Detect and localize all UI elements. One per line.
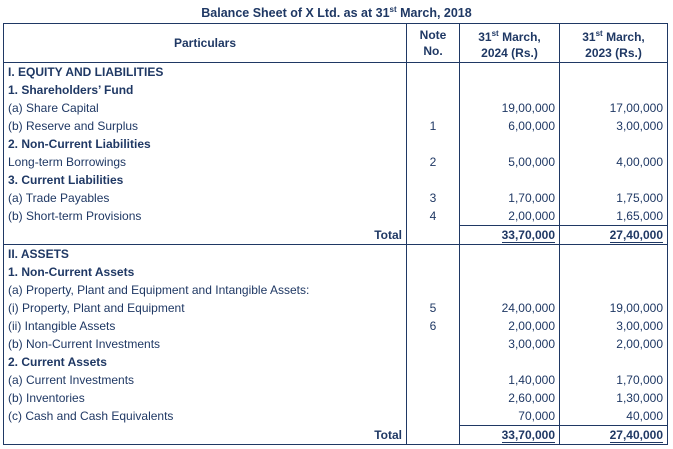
row-2024 xyxy=(460,135,560,153)
row-2024: 1,40,000 xyxy=(460,371,560,389)
row-note xyxy=(407,389,460,407)
row-2024 xyxy=(460,81,560,99)
table-row xyxy=(4,263,668,281)
row-2024: 1,70,000 xyxy=(460,189,560,207)
header-2024-year: 2024 (Rs.) xyxy=(481,45,538,60)
header-row xyxy=(4,24,668,63)
table-row xyxy=(4,117,668,135)
row-note: 6 xyxy=(407,317,460,335)
row-2024: 70,000 xyxy=(460,407,560,426)
header-2023-day: 31 xyxy=(582,29,596,44)
row-2024 xyxy=(460,263,560,281)
table-row xyxy=(4,245,668,264)
total-row-assets xyxy=(4,426,668,445)
row-2024: 2,00,000 xyxy=(460,207,560,226)
total-2023-value: 27,40,000 xyxy=(610,428,663,445)
row-2023 xyxy=(560,63,668,82)
row-label: 1. Non-Current Assets xyxy=(4,263,407,281)
table-row xyxy=(4,281,668,299)
row-note xyxy=(407,171,460,189)
table-row xyxy=(4,335,668,353)
row-2024: 6,00,000 xyxy=(460,117,560,135)
header-2023-month: March, xyxy=(602,29,645,44)
total-2024 xyxy=(460,226,560,245)
row-2024 xyxy=(460,245,560,264)
table-row xyxy=(4,171,668,189)
row-note xyxy=(407,226,460,245)
total-2023 xyxy=(560,226,668,245)
row-note: 1 xyxy=(407,117,460,135)
row-2023: 17,00,000 xyxy=(560,99,668,117)
row-label: I. EQUITY AND LIABILITIES xyxy=(4,63,407,82)
row-2024 xyxy=(460,63,560,82)
row-2023: 19,00,000 xyxy=(560,299,668,317)
row-label: (a) Share Capital xyxy=(4,99,407,117)
row-note xyxy=(407,135,460,153)
header-note-line2: No. xyxy=(423,44,443,58)
table-row xyxy=(4,153,668,171)
row-2023: 3,00,000 xyxy=(560,117,668,135)
row-note xyxy=(407,263,460,281)
header-2024 xyxy=(460,24,560,63)
row-2023: 40,000 xyxy=(560,407,668,426)
table-row xyxy=(4,81,668,99)
table-row xyxy=(4,317,668,335)
row-note xyxy=(407,81,460,99)
row-2024 xyxy=(460,171,560,189)
total-2024-value: 33,70,000 xyxy=(502,228,555,245)
row-2023: 1,65,000 xyxy=(560,207,668,226)
row-label: II. ASSETS xyxy=(4,245,407,264)
row-label: 3. Current Liabilities xyxy=(4,171,407,189)
table-row xyxy=(4,371,668,389)
row-2024: 19,00,000 xyxy=(460,99,560,117)
row-2024 xyxy=(460,353,560,371)
row-2023: 1,75,000 xyxy=(560,189,668,207)
row-note: 4 xyxy=(407,207,460,226)
total-label: Total xyxy=(4,226,407,245)
row-2024: 2,00,000 xyxy=(460,317,560,335)
table-row xyxy=(4,189,668,207)
row-label: 1. Shareholders’ Fund xyxy=(4,81,407,99)
header-2024-sup: st xyxy=(491,28,499,38)
row-2024: 24,00,000 xyxy=(460,299,560,317)
table-row xyxy=(4,63,668,82)
row-note xyxy=(407,245,460,264)
row-note: 5 xyxy=(407,299,460,317)
header-2023-year: 2023 (Rs.) xyxy=(585,45,642,60)
row-2024: 2,60,000 xyxy=(460,389,560,407)
row-2023: 2,00,000 xyxy=(560,335,668,353)
header-note xyxy=(407,24,460,63)
title-sup: st xyxy=(389,5,397,14)
table-row xyxy=(4,389,668,407)
row-2023 xyxy=(560,81,668,99)
row-label: (b) Short-term Provisions xyxy=(4,207,407,226)
row-note xyxy=(407,281,460,299)
row-label: (b) Inventories xyxy=(4,389,407,407)
row-2023: 3,00,000 xyxy=(560,317,668,335)
row-label: 2. Current Assets xyxy=(4,353,407,371)
row-label: Long-term Borrowings xyxy=(4,153,407,171)
row-2023 xyxy=(560,171,668,189)
row-2023: 4,00,000 xyxy=(560,153,668,171)
row-2024 xyxy=(460,281,560,299)
row-label: (ii) Intangible Assets xyxy=(4,317,407,335)
row-note xyxy=(407,371,460,389)
row-note xyxy=(407,353,460,371)
row-label: (c) Cash and Cash Equivalents xyxy=(4,407,407,426)
row-2024: 3,00,000 xyxy=(460,335,560,353)
row-label: (i) Property, Plant and Equipment xyxy=(4,299,407,317)
table-row xyxy=(4,299,668,317)
header-2023-sup: st xyxy=(595,28,603,38)
total-2024-value: 33,70,000 xyxy=(502,428,555,445)
row-note xyxy=(407,63,460,82)
table-row xyxy=(4,207,668,226)
row-label: 2. Non-Current Liabilities xyxy=(4,135,407,153)
total-2023-value: 27,40,000 xyxy=(610,228,663,245)
header-2024-month: March, xyxy=(498,29,541,44)
document-title xyxy=(0,5,673,23)
row-note xyxy=(407,335,460,353)
row-label: (a) Current Investments xyxy=(4,371,407,389)
row-note xyxy=(407,407,460,426)
row-note xyxy=(407,426,460,445)
table-row xyxy=(4,135,668,153)
row-2023 xyxy=(560,281,668,299)
table-row xyxy=(4,353,668,371)
table-row xyxy=(4,99,668,117)
header-2024-day: 31 xyxy=(478,29,492,44)
row-2024: 5,00,000 xyxy=(460,153,560,171)
total-row-liabilities xyxy=(4,226,668,245)
header-particulars: Particulars xyxy=(4,24,407,63)
title-suffix: March, 2018 xyxy=(396,6,472,21)
header-note-line1: Note xyxy=(419,28,447,42)
row-2023 xyxy=(560,353,668,371)
row-label: (a) Property, Plant and Equipment and Intangible Assets: xyxy=(4,281,407,299)
row-2023 xyxy=(560,263,668,281)
row-2023 xyxy=(560,245,668,264)
balance-sheet-table xyxy=(3,23,668,445)
table-row xyxy=(4,407,668,426)
row-2023: 1,30,000 xyxy=(560,389,668,407)
row-2023 xyxy=(560,135,668,153)
row-note: 2 xyxy=(407,153,460,171)
total-2023 xyxy=(560,426,668,445)
row-label: (a) Trade Payables xyxy=(4,189,407,207)
title-prefix: Balance Sheet of X Ltd. as at 31 xyxy=(201,6,390,21)
row-label: (b) Reserve and Surplus xyxy=(4,117,407,135)
total-2024 xyxy=(460,426,560,445)
row-note xyxy=(407,99,460,117)
row-label: (b) Non-Current Investments xyxy=(4,335,407,353)
total-label: Total xyxy=(4,426,407,445)
row-2023: 1,70,000 xyxy=(560,371,668,389)
row-note: 3 xyxy=(407,189,460,207)
header-2023 xyxy=(560,24,668,63)
